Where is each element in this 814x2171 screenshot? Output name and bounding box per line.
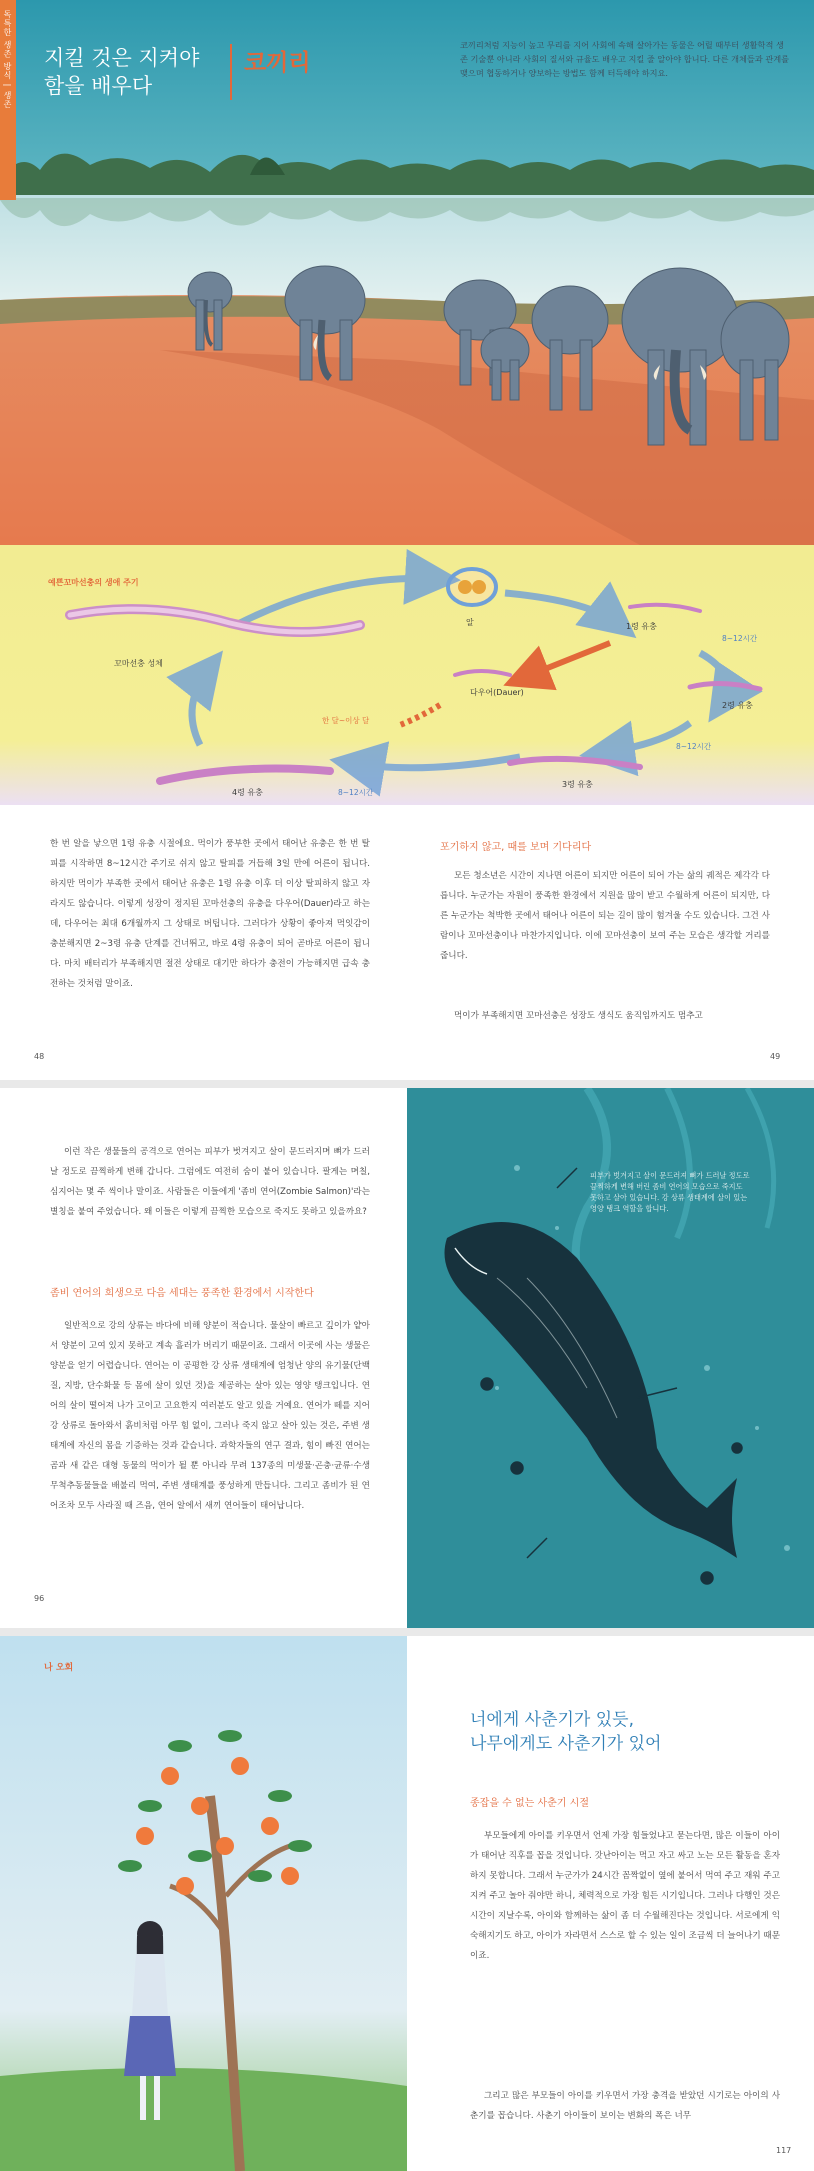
salmon-body-1: 이런 작은 생물들의 공격으로 연어는 피부가 벗겨지고 살이 문드러지며 뼈가 드러날 정도로 끔찍하게 변해 갑니다. 그럼에도 여전히 숨이 붙어 있습니다. 팔게는 며칠, 심지어는 몇 주 씩이나 말이죠. 사람들은 이들에게 '좀비 연어(Zombie Salmon)'라는 별칭을 붙여 주었습니다. 왜 이들은 이렇게 끔찍한 모습으로 죽지도 못하고 있을까요? <box>50 1147 370 1217</box>
label-dauer: 다우어(Dauer) <box>470 688 524 697</box>
nematode-body-right-2: 먹이가 부족해지면 꼬마선충은 성장도 생식도 움직임까지도 멈추고 <box>454 1011 703 1021</box>
label-l3: 3령 유충 <box>562 780 593 789</box>
dauer-duration: 한 달~이상 달 <box>322 716 370 725</box>
chapter-title: 지킬 것은 지켜야 함을 배우다 <box>44 46 200 98</box>
salmon-illustration <box>407 1088 814 1628</box>
tree-body-1: 부모들에게 아이를 키우면서 언제 가장 힘들었냐고 묻는다면, 많은 이들이 아이가 태어난 직후를 꼽을 것입니다. 갓난아이는 먹고 자고 싸고 노는 모든 활동을 혼자 하지 못합니다. 그래서 누군가가 24시간 꼼짝없이 옆에 붙어서 먹여 주고 재워 주고 지켜 주고 놀아 줘야만 하니, 체력적으로 가장 힘든 시기입니다. 그러나 다행인 것은 시간이 지날수록, 아이와 함께하는 삶이 좀 더 수월해진다는 것입니다. 서로에게 익숙해지기도 하고, 아이가 자라면서 스스로 할 수 있는 일이 조금씩 더 늘어나기 때문이죠. <box>470 1831 780 1961</box>
nematode-body-right-1: 모든 청소년은 시간이 지나면 어른이 되지만 어른이 되어 가는 삶의 궤적은 제각각 다릅니다. 누군가는 자원이 풍족한 환경에서 지원을 많이 받고 수월하게 어른이 되지만, 다른 누군가는 척박한 곳에서 태어나 어른이 되는 길이 많이 험겨울 수도 있습니다. 그건 사람이나 꼬마선충이나 마찬가지입니다. 이에 꼬마선충이 보여 주는 모습은 생각할 거리를 줍니다. <box>440 871 770 961</box>
label-l1: 1령 유충 <box>626 622 657 631</box>
salmon-caption: 피부가 벗겨지고 살이 문드러져 뼈가 드러날 정도로 끔찍하게 변해 버린 좀비 연어의 모습으로 죽지도 못하고 살아 있습니다. 강 상류 생태계에 살이 있는 영양 탱크 역할을 합니다. <box>590 1171 750 1213</box>
tree-subhead: 종잡을 수 없는 사춘기 시절 <box>470 1798 589 1809</box>
page-number-left: 48 <box>34 1052 45 1061</box>
elephant-illustration <box>0 0 814 545</box>
nematode-life-cycle-diagram <box>0 545 814 805</box>
salmon-subhead: 좀비 연어의 희생으로 다음 세대는 풍족한 환경에서 시작한다 <box>50 1288 314 1299</box>
chapter-tag: 나 오회 <box>44 1663 74 1673</box>
tree-illustration <box>0 1636 407 2171</box>
label-l4: 4령 유충 <box>232 788 263 797</box>
time-l3-l4: 8~12시간 <box>338 788 374 797</box>
salmon-scene <box>407 1088 814 1628</box>
chapter-side-tab: 독특한 생존 방식 | 생존 <box>0 0 16 200</box>
nematode-body-left: 한 번 알을 낳으면 1령 유충 시절에요. 먹이가 풍부한 곳에서 태어난 유충은 한 번 탈피를 시작하면 8~12시간 주기로 쉬지 않고 탈피를 거듭해 3일 만에 어른이 됩니다. 하지만 먹이가 부족한 곳에서 태어난 유충은 1령 유충 이후 더 이상 탈피하지 않고 자라지도 않습니다. 이렇게 성장이 정지된 꼬마선충의 유충을 다우어(Dauer)라고 하는데, 다우어는 최대 6개월까지 그 상태로 버팁니다. 그러다가 상황이 좋아져 먹잇감이 충분해지면 2~3령 유충 단계를 건너뛰고, 바로 4령 유충이 되어 곧바로 어른이 됩니다. 마치 배터리가 부족해지면 절전 상태로 대기만 하다가 충전이 가능해지면 급속 충전하는 것처럼 말이죠. <box>50 839 370 989</box>
animal-description: 코끼리처럼 지능이 높고 무리를 지어 사회에 속해 살아가는 동물은 어릴 때부터 생활학적 생존 기술뿐 아니라 사회의 질서와 규율도 배우고 지킬 줄 알아야 합니다. 다른 개체들과 관계를 맺으며 협동하거나 양보하는 방법도 함께 터득해야 하지요. <box>460 40 790 78</box>
nematode-subhead: 포기하지 않고, 때를 보며 기다리다 <box>440 842 592 853</box>
page-number-salmon: 96 <box>34 1594 45 1603</box>
animal-name: 코끼리 <box>244 50 311 76</box>
page-number-tree: 117 <box>776 2146 792 2155</box>
label-adult: 꼬마선충 성체 <box>114 659 163 668</box>
page-number-right: 49 <box>770 1052 781 1061</box>
title-divider <box>230 44 232 100</box>
label-egg: 알 <box>466 618 474 627</box>
spread-zombie-salmon <box>0 1088 814 1628</box>
diagram-tag: 예쁜꼬마선충의 생애 주기 <box>48 578 139 587</box>
spread-elephant-nematode <box>0 0 814 1080</box>
time-l1-l2: 8~12시간 <box>722 634 758 643</box>
persimmon-tree-scene <box>0 1636 407 2171</box>
spread-tree-adolescence <box>0 1636 814 2171</box>
egg-icon <box>448 569 496 605</box>
label-l2: 2령 유충 <box>722 701 753 710</box>
time-l2-l3: 8~12시간 <box>676 742 712 751</box>
chapter-title-tree: 너에게 사춘기가 있듯, 나무에게도 사춘기가 있어 <box>470 1710 662 1754</box>
salmon-body-2: 일반적으로 강의 상류는 바다에 비해 양분이 적습니다. 물살이 빠르고 깊이가 얕아서 양분이 고여 있지 못하고 계속 흘러가 버리기 때문이죠. 그래서 이곳에 사는 생물은 양분을 얻기 어렵습니다. 연어는 이 공평한 강 상류 생태계에 엄청난 양의 유기물(단백질, 지방, 단수화물 등 몸에 살이 있던 것)을 제공하는 살아 있는 영양 탱크입니다. 연어의 살이 떨어져 나가 고이고 고요한지 여러분도 알고 있을 거예요. 연어가 떼를 지어 강 상류로 돌아와서 흙비처럼 아무 힘 없이, 그러나 죽지 않고 살아 있는 것은, 주변 생태계에 자신의 몸을 기증하는 것과 같습니다. 과학자들의 연구 결과, 힘이 빠진 연어는 곰과 새 같은 대형 동물의 먹이가 될 뿐 아니라 무려 137종의 미생물·곤충·균류·수생무척추동물들을 배불리 먹여, 주변 생태계를 풍성하게 만듭니다. 그리고 좀비가 된 연어조차 모두 사라질 때 즈음, 연어 알에서 새끼 연어들이 태어납니다. <box>50 1321 370 1511</box>
tree-body-2: 그리고 많은 부모들이 아이를 키우면서 가장 충격을 받았던 시기로는 아이의 사춘기를 꼽습니다. 사춘기 아이들이 보이는 변화의 폭은 너무 <box>470 2091 780 2121</box>
